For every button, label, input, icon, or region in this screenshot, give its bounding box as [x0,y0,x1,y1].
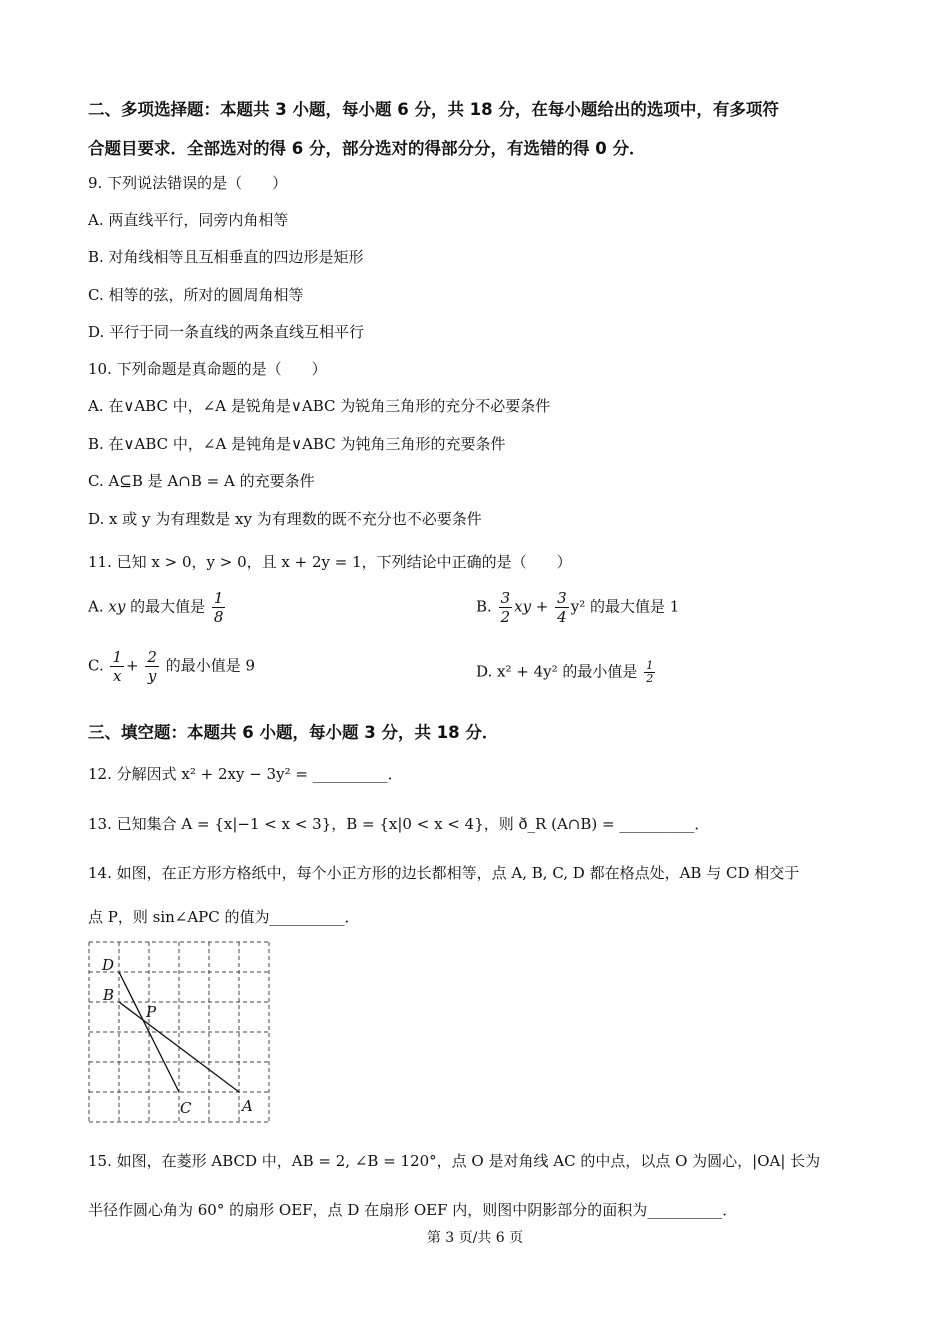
q14-line2: 点 P，则 sin∠APC 的值为__________． [88,908,360,926]
section2-heading-line2: 合题目要求．全部选对的得 6 分，部分选对的得部分分，有选错的得 0 分． [88,139,646,158]
q11-b-fraction2 [555,589,569,626]
q11-option-d [476,660,657,685]
q11-b-mid1: xy + [514,597,549,616]
q10-stem: 10. 下列命题是真命题的是（ ） [88,360,327,378]
q11-stem: 11. 已知 x > 0，y > 0，且 x + 2y = 1，下列结论中正确的是（ ） [88,553,572,571]
section2-heading-line1: 二、多项选择题：本题共 3 小题，每小题 6 分，共 18 分，在每小题给出的选项中，有多项符 [88,100,779,119]
q9-stem: 9. 下列说法错误的是（ ） [88,174,288,192]
q11-option-a [88,589,227,626]
q10-option-d: D. x 或 y 为有理数是 xy 为有理数的既不充分也不必要条件 [88,510,482,528]
q11-a-denominator: 8 [213,608,224,626]
q11-c-text: 的最小值是 9 [160,656,256,675]
q14-line1: 14. 如图，在正方形方格纸中，每个小正方形的边长都相等，点 A, B, C, D 都在格点处，AB 与 CD 相交于 [88,864,800,882]
q11-option-b [476,589,679,626]
q10-option-c: C. A⊆B 是 A∩B = A 的充要条件 [88,472,315,490]
q11-b-num2: 3 [557,589,567,607]
q11-c-den2: y [147,667,157,685]
page-footer: 第 3 页/共 6 页 [426,1230,524,1246]
label-c: C [180,1099,192,1117]
q11-c-den1: x [113,667,122,685]
q11-b-num1: 3 [500,589,511,607]
q11-d-numerator: 1 [646,659,654,672]
q14-grid-figure [88,941,274,1127]
q11-a-prefix: A. [88,597,109,616]
q13-text: 13. 已知集合 A = {x|−1 < x < 3}，B = {x|0 < x < 4}，则 ð_R (A∩B) = __________． [88,815,710,833]
q9-option-c: C. 相等的弦，所对的圆周角相等 [88,286,304,304]
q11-c-fraction2 [145,648,159,685]
q11-a-numerator: 1 [213,589,224,607]
q11-a-xy: xy [108,597,126,616]
q11-c-fraction1 [110,648,124,685]
q11-b-mid2: y² 的最大值是 1 [570,597,680,616]
q11-b-den1: 2 [500,608,511,626]
label-a: A [242,1097,253,1115]
q11-c-prefix: C. [88,656,109,675]
q11-c-plus: + [126,656,139,675]
q9-option-d: D. 平行于同一条直线的两条直线互相平行 [88,323,365,341]
label-b: B [103,986,115,1004]
q15-line1: 15. 如图，在菱形 ABCD 中，AB = 2, ∠B = 120°，点 O 是对角线 AC 的中点，以点 O 为圆心，|OA| 长为 [88,1152,821,1170]
q11-a-fraction [212,589,226,626]
q9-option-a: A. 两直线平行，同旁内角相等 [88,211,289,229]
q11-b-fraction1 [499,589,513,626]
grid-lines [89,942,269,1122]
q11-c-num1: 1 [112,648,123,666]
q9-option-b: B. 对角线相等且互相垂直的四边形是矩形 [88,248,364,266]
q11-d-denominator: 2 [646,672,654,685]
section3-heading: 三、填空题：本题共 6 小题，每小题 3 分，共 18 分． [88,723,499,742]
q11-d-fraction [644,660,655,685]
q11-b-prefix: B. [476,597,497,616]
q11-d-prefix: D. [476,662,498,681]
q10-option-b: B. 在∨ABC 中，∠A 是钝角是∨ABC 为钝角三角形的充要条件 [88,435,506,453]
q11-c-num2: 2 [147,648,157,666]
q12-text: 12. 分解因式 x² + 2xy − 3y² = __________． [88,765,403,783]
q15-line2: 半径作圆心角为 60° 的扇形 OEF，点 D 在扇形 OEF 内，则图中阴影部分的面积为__________． [88,1201,738,1219]
q11-option-c [88,648,255,685]
q11-a-text: 的最大值是 [125,597,206,616]
q10-option-a: A. 在∨ABC 中，∠A 是锐角是∨ABC 为锐角三角形的充分不必要条件 [88,397,551,415]
label-p: P [146,1003,157,1021]
q11-b-den2: 4 [557,608,567,626]
label-d: D [102,956,115,974]
q11-d-text: x² + 4y² 的最小值是 [497,662,638,681]
